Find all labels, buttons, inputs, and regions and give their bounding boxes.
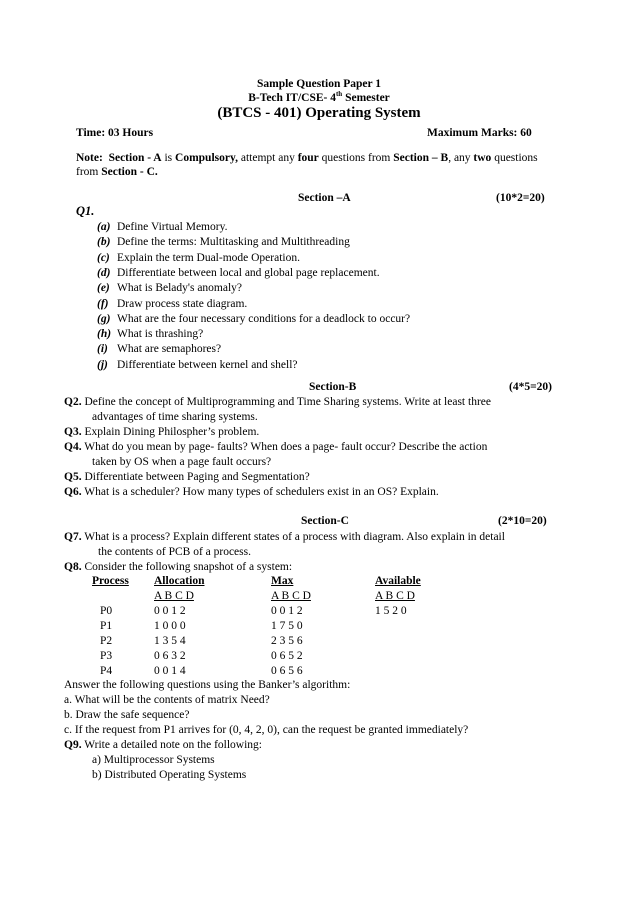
q3-line: Q3. Explain Dining Philospher’s problem. <box>64 426 260 438</box>
q1-item-label: (h) <box>97 328 112 341</box>
q2-line: Q2. Define the concept of Multiprogramming and Time Sharing systems. Write at least three <box>64 396 491 408</box>
q1-item-text: Define the terms: Multitasking and Multithreading <box>117 236 350 249</box>
process-cell: P3 <box>100 650 113 662</box>
q1-item-label: (e) <box>97 282 110 295</box>
q1-item <box>97 312 410 326</box>
time-duration: Time: 03 Hours <box>76 127 154 139</box>
max-columns: A B C D <box>271 590 311 602</box>
q1-item-label: (g) <box>97 312 111 325</box>
process-cell: P2 <box>100 635 113 647</box>
q1-item-text: What are the four necessary conditions for a deadlock to occur? <box>117 312 411 325</box>
allocation-columns: A B C D <box>154 590 194 602</box>
table-header-allocation: Allocation <box>154 575 205 587</box>
q1-item-label: (f) <box>97 297 109 310</box>
max-cell: 0 6 5 6 <box>271 665 303 677</box>
q1-item <box>97 297 247 311</box>
process-cell: P1 <box>100 620 113 632</box>
q9-sub-a: a) Multiprocessor Systems <box>92 754 215 766</box>
allocation-cell: 0 0 1 2 <box>154 605 186 617</box>
maximum-marks: Maximum Marks: 60 <box>427 127 532 139</box>
allocation-cell: 0 0 1 4 <box>154 665 186 677</box>
q8-sub-c: c. If the request from P1 arrives for (0, 4, 2, 0), can the request be granted immediately? <box>64 724 469 736</box>
section-a-heading: Section –A <box>298 192 351 204</box>
q1-item <box>97 327 203 341</box>
q4-line: Q4. What do you mean by page- faults? When does a page- fault occur? Describe the action <box>64 441 488 453</box>
section-c-heading: Section-C <box>301 515 349 527</box>
course-line: B-Tech IT/CSE- 4th Semester <box>248 90 390 104</box>
allocation-cell: 1 3 5 4 <box>154 635 186 647</box>
table-header-max: Max <box>271 575 294 587</box>
section-b-heading: Section-B <box>309 381 357 393</box>
answer-intro: Answer the following questions using the Banker’s algorithm: <box>64 679 351 691</box>
max-cell: 1 7 5 0 <box>271 620 303 632</box>
q1-item <box>97 235 350 249</box>
q1-item-text: What is thrashing? <box>117 328 204 341</box>
q1-item <box>97 281 242 295</box>
process-cell: P4 <box>100 665 113 677</box>
q1-item-label: (a) <box>97 221 111 233</box>
q9-sub-b: b) Distributed Operating Systems <box>92 769 247 781</box>
q1-item-label: (b) <box>97 236 111 249</box>
allocation-cell: 0 6 3 2 <box>154 650 186 662</box>
subject-title: (BTCS - 401) Operating System <box>217 105 421 121</box>
q1-item <box>97 220 227 234</box>
note-line-1: Note: Section - A is Compulsory, attempt any four questions from Section – B, any two questions <box>76 152 538 164</box>
q9-line: Q9. Write a detailed note on the following: <box>64 739 262 751</box>
section-a-marks: (10*2=20) <box>496 192 545 204</box>
q1-item-label: (c) <box>97 251 110 264</box>
q1-item-label: (i) <box>97 343 108 356</box>
q1-item-label: (j) <box>97 358 108 371</box>
q1-item <box>97 266 380 280</box>
q1-item <box>97 251 300 265</box>
q1-item-text: Define Virtual Memory. <box>117 221 228 233</box>
q1-item-text: Explain the term Dual-mode Operation. <box>117 251 300 264</box>
q1-item <box>97 358 298 372</box>
q1-item-text: Draw process state diagram. <box>117 297 248 310</box>
process-cell: P0 <box>100 605 113 617</box>
q8-sub-a: a. What will be the contents of matrix Need? <box>64 694 270 706</box>
q2-continuation: advantages of time sharing systems. <box>92 411 258 423</box>
q1-label: Q1. <box>76 204 95 218</box>
section-b-marks: (4*5=20) <box>509 381 552 393</box>
max-cell: 2 3 5 6 <box>271 635 303 647</box>
table-header-available: Available <box>375 575 421 587</box>
allocation-cell: 1 0 0 0 <box>154 620 186 632</box>
q1-item-label: (d) <box>97 266 111 279</box>
q1-item-text: Differentiate between kernel and shell? <box>117 358 298 371</box>
note-line-2: from Section - C. <box>76 166 158 178</box>
max-cell: 0 6 5 2 <box>271 650 303 662</box>
available-cell: 1 5 2 0 <box>375 605 407 617</box>
q1-item <box>97 342 221 356</box>
table-header-process: Process <box>92 575 129 587</box>
q1-item-text: What are semaphores? <box>117 343 222 356</box>
q6-line: Q6. What is a scheduler? How many types of schedulers exist in an OS? Explain. <box>64 486 439 498</box>
q7-continuation: the contents of PCB of a process. <box>98 546 251 558</box>
available-columns: A B C D <box>375 590 415 602</box>
max-cell: 0 0 1 2 <box>271 605 303 617</box>
q4-continuation: taken by OS when a page fault occurs? <box>92 456 272 468</box>
q8-sub-b: b. Draw the safe sequence? <box>64 709 190 721</box>
q5-line: Q5. Differentiate between Paging and Segmentation? <box>64 471 310 483</box>
q1-item-text: Differentiate between local and global page replacement. <box>117 266 380 279</box>
section-c-marks: (2*10=20) <box>498 515 547 527</box>
q1-item-text: What is Belady's anomaly? <box>117 282 243 295</box>
paper-title: Sample Question Paper 1 <box>256 78 382 90</box>
q7-line: Q7. What is a process? Explain different states of a process with diagram. Also explain in detail <box>64 531 505 543</box>
q8-line: Q8. Consider the following snapshot of a system: <box>64 561 293 573</box>
